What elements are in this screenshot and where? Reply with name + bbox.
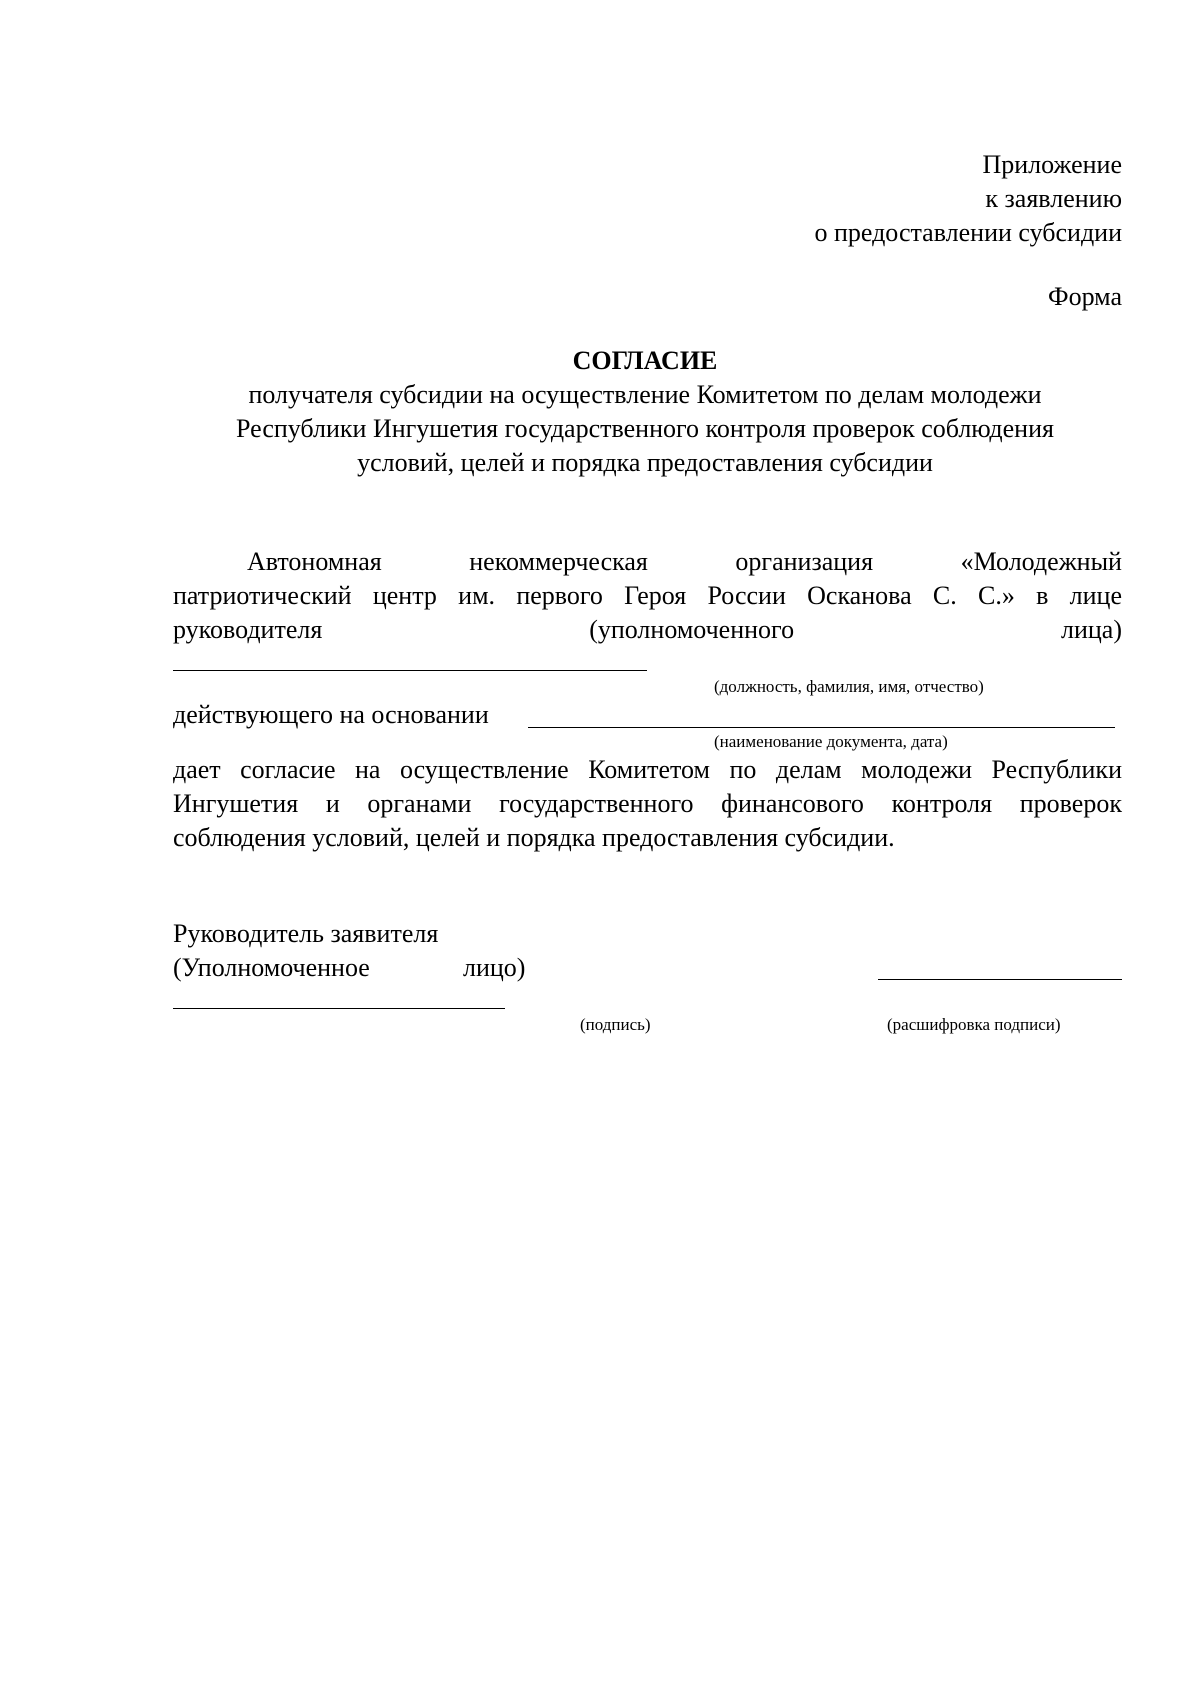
basis-fill-line[interactable] bbox=[528, 727, 1115, 728]
signature-fill-line[interactable] bbox=[173, 1008, 505, 1009]
body-word: С. bbox=[932, 581, 957, 610]
decoding-fill-line[interactable] bbox=[878, 979, 1122, 980]
body-word: патриотический bbox=[173, 581, 352, 610]
body-word: С.» bbox=[977, 581, 1015, 610]
body-word: осуществление bbox=[399, 755, 569, 784]
position-caption: (должность, фамилия, имя, отчество) bbox=[714, 677, 984, 696]
body-word: первого bbox=[516, 581, 603, 610]
body-word: «Молодежный bbox=[960, 547, 1122, 576]
body-row-2 bbox=[173, 579, 1122, 613]
body-word: Героя bbox=[624, 581, 687, 610]
title-subline-2: Республики Ингушетия государственного контроля проверок соблюдения bbox=[236, 414, 1054, 443]
basis-label: действующего на основании bbox=[173, 700, 489, 729]
head-label: Руководитель заявителя bbox=[173, 919, 439, 948]
body-word: согласие bbox=[240, 755, 336, 784]
title-subline-3: условий, целей и порядка предоставления субсидии bbox=[357, 448, 933, 477]
authorized-label-left: (Уполномоченное bbox=[173, 953, 370, 982]
consent-row-1 bbox=[173, 753, 1122, 787]
body-word: Автономная bbox=[247, 547, 382, 576]
basis-caption: (наименование документа, дата) bbox=[714, 732, 948, 751]
authorized-label-right: лицо) bbox=[463, 953, 526, 982]
body-word: некоммерческая bbox=[469, 547, 648, 576]
document-title: СОГЛАСИЕ bbox=[572, 346, 718, 375]
body-word: контроля bbox=[891, 789, 993, 818]
body-word: лица) bbox=[1060, 615, 1122, 644]
consent-row-3: соблюдения условий, целей и порядка предоставления субсидии. bbox=[173, 823, 895, 852]
body-word: (уполномоченного bbox=[589, 615, 795, 644]
body-word: по bbox=[729, 755, 757, 784]
body-word: государственного bbox=[499, 789, 694, 818]
body-word: Ингушетия bbox=[173, 789, 299, 818]
body-word: молодежи bbox=[861, 755, 973, 784]
body-row-3 bbox=[173, 613, 1122, 647]
body-word: руководителя bbox=[173, 615, 323, 644]
body-word: России bbox=[707, 581, 786, 610]
body-word: делам bbox=[775, 755, 842, 784]
body-word: на bbox=[355, 755, 381, 784]
body-word: организация bbox=[735, 547, 874, 576]
body-word: Комитетом bbox=[588, 755, 711, 784]
body-word: дает bbox=[173, 755, 221, 784]
decoding-caption: (расшифровка подписи) bbox=[887, 1015, 1061, 1034]
appendix-subsidy: о предоставлении субсидии bbox=[814, 218, 1122, 247]
form-label: Форма bbox=[1048, 282, 1122, 311]
body-row-1 bbox=[247, 545, 1122, 579]
appendix-to-application: к заявлению bbox=[985, 184, 1122, 213]
body-word: Республики bbox=[991, 755, 1122, 784]
signature-caption: (подпись) bbox=[580, 1015, 651, 1034]
body-word: лице bbox=[1069, 581, 1122, 610]
position-fill-line[interactable] bbox=[173, 670, 647, 671]
body-word: Осканова bbox=[807, 581, 912, 610]
body-word: финансового bbox=[721, 789, 864, 818]
title-subline-1: получателя субсидии на осуществление Комитетом по делам молодежи bbox=[248, 380, 1042, 409]
body-word: центр bbox=[372, 581, 437, 610]
appendix-label: Приложение bbox=[982, 150, 1122, 179]
body-word: проверок bbox=[1019, 789, 1122, 818]
body-word: органами bbox=[367, 789, 472, 818]
body-word: в bbox=[1036, 581, 1049, 610]
body-word: им. bbox=[458, 581, 496, 610]
consent-row-2 bbox=[173, 787, 1122, 821]
body-word: и bbox=[325, 789, 340, 818]
